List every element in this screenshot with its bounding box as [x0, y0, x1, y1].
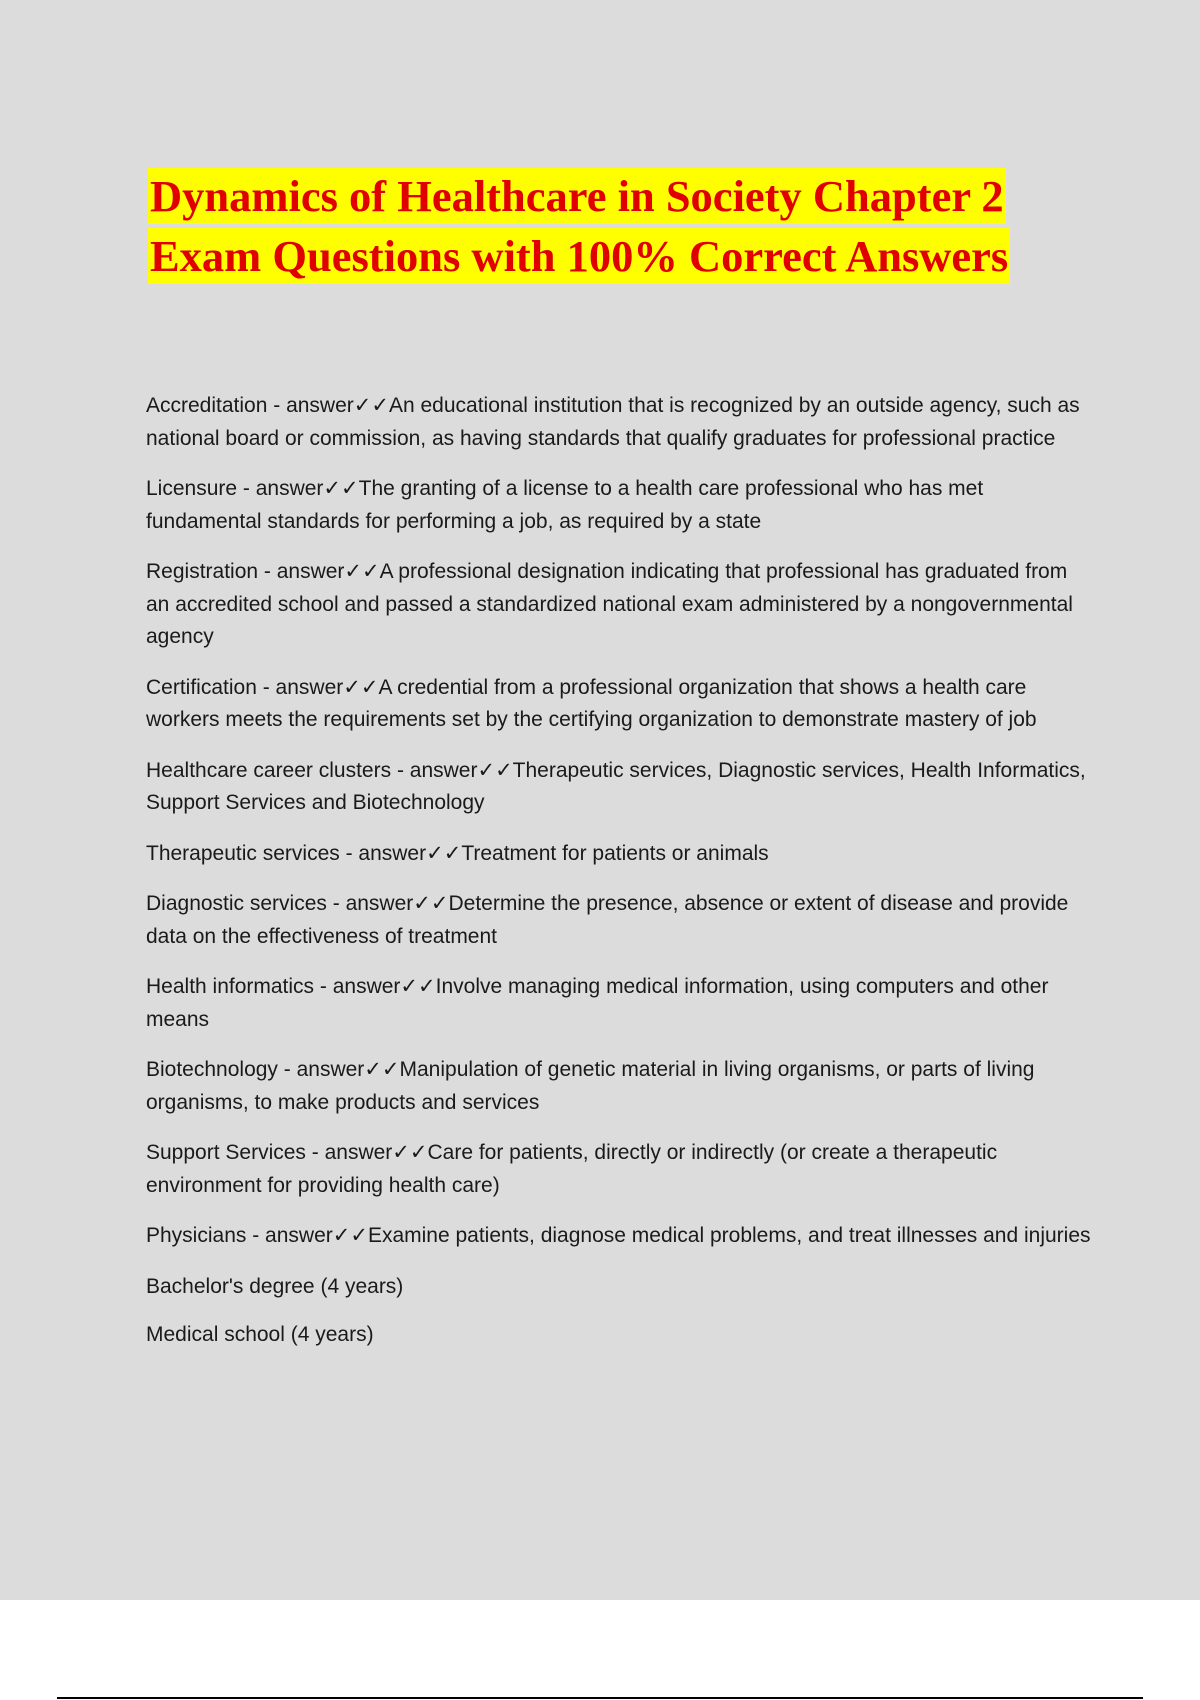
checkmark-icon: ✓✓ — [400, 975, 436, 998]
checkmark-icon: ✓✓ — [477, 758, 513, 782]
page-divider — [57, 1697, 1143, 1699]
qa-entry: Accreditation - answer✓✓An educational institution that is recognized by an outside agency, such as national board or commission, as having standards that qualify graduates for professional practice — [146, 394, 1080, 450]
qa-entry: Therapeutic services - answer✓✓Treatment for patients or animals — [146, 841, 769, 865]
checkmark-icon: ✓✓ — [426, 841, 462, 865]
checkmark-icon: ✓✓ — [344, 560, 380, 583]
qa-entry: Biotechnology - answer✓✓Manipulation of genetic material in living organisms, or parts of living organisms, to make products and services — [146, 1058, 1035, 1114]
qa-entry: Health informatics - answer✓✓Involve managing medical information, using computers and other means — [146, 975, 1049, 1031]
checkmark-icon: ✓✓ — [392, 1141, 428, 1164]
qa-entry: Registration - answer✓✓A professional designation indicating that professional has graduated from an accredited school and passed a standardized national exam administered by a nongovernmental agency — [146, 560, 1073, 648]
checkmark-icon: ✓✓ — [353, 394, 389, 417]
qa-entry: Diagnostic services - answer✓✓Determine the presence, absence or extent of disease and provide data on the effectiveness of treatment — [146, 892, 1069, 948]
title-line-2: Exam Questions with 100% Correct Answers — [148, 228, 1010, 284]
qa-entry: Licensure - answer✓✓The granting of a license to a health care professional who has met fundamental standards for performing a job, as required by a state — [146, 477, 984, 533]
checkmark-icon: ✓✓ — [323, 477, 359, 500]
qa-entry: Physicians - answer✓✓Examine patients, diagnose medical problems, and treat illnesses and injuries — [146, 1224, 1091, 1247]
plain-line: Bachelor's degree (4 years) — [146, 1274, 404, 1298]
plain-line: Medical school (4 years) — [146, 1323, 374, 1346]
qa-entry: Healthcare career clusters - answer✓✓Therapeutic services, Diagnostic services, Health Informatics, Support Services and Biotechnology — [146, 758, 1086, 814]
title-line-1: Dynamics of Healthcare in Society Chapter 2 — [148, 168, 1006, 224]
qa-entry: Support Services - answer✓✓Care for patients, directly or indirectly (or create a therapeutic environment for providing health care) — [146, 1141, 998, 1197]
document-title — [148, 168, 1088, 288]
checkmark-icon: ✓✓ — [332, 1224, 368, 1247]
checkmark-icon: ✓✓ — [413, 892, 449, 915]
qa-list — [146, 390, 1096, 1368]
checkmark-icon: ✓✓ — [364, 1058, 400, 1081]
checkmark-icon: ✓✓ — [343, 675, 379, 699]
qa-entry: Certification - answer✓✓A credential from a professional organization that shows a health care workers meets the requirements set by the certifying organization to demonstrate mastery of job — [146, 675, 1037, 731]
